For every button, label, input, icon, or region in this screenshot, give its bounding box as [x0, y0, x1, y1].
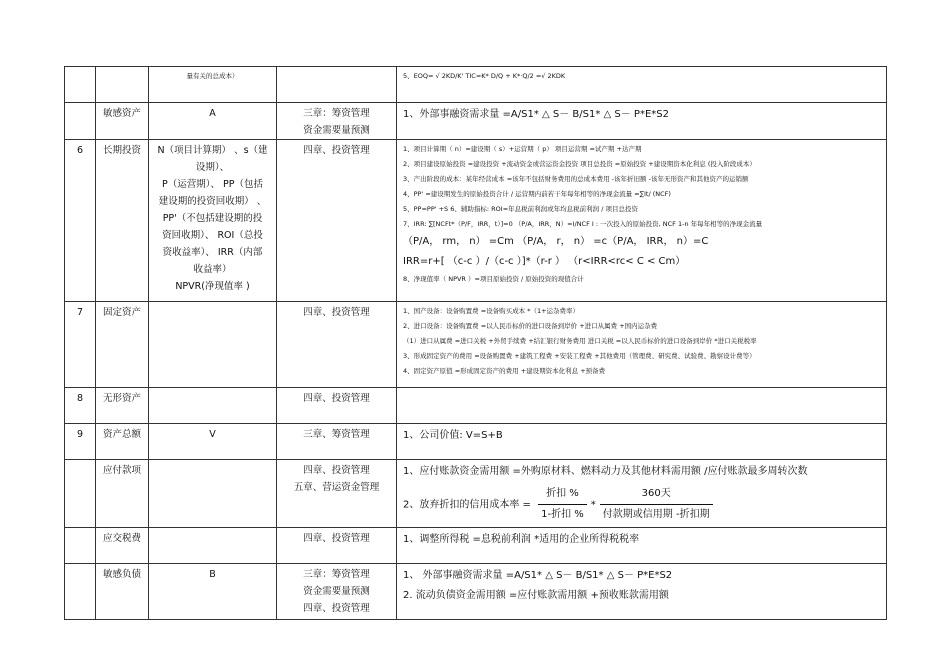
item-name — [96, 460, 149, 528]
text-line: 五章、营运资金管理 — [293, 482, 380, 493]
item-label: 应交税费 — [102, 533, 141, 544]
text-line: 4、PP' =建设期发生的原始投资合计 / 运营期内前若干年每年相等的净现金流量 =∑It/ (NCF) — [403, 190, 671, 198]
text-line: 2. 流动负债资金需用额 =应付账款需用额 +预收账款需用额 — [403, 590, 669, 601]
text-line: PP'（不包括建设期的投 — [162, 213, 263, 224]
row-number — [65, 460, 96, 528]
chapter-cell — [277, 103, 397, 140]
symbol-cell — [149, 424, 277, 460]
text-line: 资金需要量预测 — [303, 125, 370, 136]
symbol-cell — [149, 460, 277, 528]
item-label: 无形资产 — [102, 393, 141, 404]
text-line: 建设期的投资回收期） 、 — [158, 196, 267, 207]
item-label: 长期投资 — [102, 145, 141, 156]
row-number — [65, 564, 96, 620]
row-number — [65, 388, 96, 424]
formula-cell — [397, 460, 887, 528]
text-line: 四章、投资管理 — [303, 603, 370, 614]
text-line: 三章：筹资管理 — [303, 108, 370, 119]
symbol-cell — [149, 103, 277, 140]
text-line: （P/A， rm， n） =Cm （P/A， r， n） =c（P/A， IRR， n）=C — [403, 236, 709, 247]
text-line: A — [209, 108, 216, 119]
item-label: 敏感负债 — [102, 569, 141, 580]
row-number — [65, 140, 96, 302]
text-line: 5、EOQ= √ 2KD/K' TIC=K* D/Q + K*·Q/2 =√ 2KDK — [403, 72, 566, 80]
denominator: 1-折扣 % — [541, 509, 584, 520]
row-number — [65, 302, 96, 388]
formula-table-body — [65, 67, 887, 620]
text-line: 2、项目建设原始投资 =建设投资 +流动资金或营运资金投资 项目总投资 =原始投资 +建设期资本化利息 (投入阶段成本） — [403, 160, 756, 168]
period-fraction — [600, 484, 713, 525]
text-line: 8 — [76, 393, 84, 404]
chapter-cell — [277, 388, 397, 424]
text-line: 1、国产设备：设备购置费 =设备购买成本 *（1+运杂费率） — [403, 307, 580, 315]
denominator: 付款期或信用期 -折扣期 — [602, 509, 710, 520]
formula-cell — [397, 67, 887, 103]
text-line: 量有关的总成本） — [186, 72, 239, 80]
text-line: 7 — [76, 307, 84, 318]
formula-prefix: 2、放弃折扣的信用成本率 — [403, 499, 520, 511]
row-number — [65, 103, 96, 140]
text-line: IRR=r+[ （c-c ）/（c-c ）]*（r-r ） （r<IRR<rc< C < Cm） — [403, 256, 686, 267]
discount-fraction — [538, 484, 587, 525]
text-line: 7、IRR: ∑[NCFt*（P/F，IRR，t）]=0 （P/A，IRR，N）=I/NCF I : 一次投入的原始投资, NCF 1-n 年每年相等的净现金流量 — [403, 220, 763, 228]
text-line: 四章、投资管理 — [303, 465, 370, 476]
numerator: 折扣 % — [538, 484, 587, 505]
chapter-cell — [277, 460, 397, 528]
table-row — [65, 67, 887, 103]
item-name — [96, 103, 149, 140]
text-line: 2、进口设备：设备购置费 =以人民币标价的进口设备到岸价 +进口从属费 +国内运杂费 — [403, 322, 658, 330]
formula-cell — [397, 388, 887, 424]
chapter-cell — [277, 140, 397, 302]
table-row — [65, 388, 887, 424]
formula-cell — [397, 140, 887, 302]
row-number — [65, 528, 96, 564]
text-line: 1、应付账款资金需用额 =外购原材料、燃料动力及其他材料需用额 /应付账款最多周转次数 — [403, 466, 808, 477]
text-line: 设期）、 — [195, 162, 230, 173]
text-line: 1、外部事融资需求量 =A/S1* △ S－ B/S1* △ S－ P*E*S2 — [403, 109, 669, 120]
formula-cell — [397, 528, 887, 564]
text-line: 6 — [76, 145, 84, 156]
item-label: 资产总额 — [102, 429, 141, 440]
table-row — [65, 564, 887, 620]
text-line: 1、公司价值: V=S+B — [403, 430, 503, 441]
chapter-cell — [277, 564, 397, 620]
numerator: 360天 — [600, 484, 713, 505]
chapter-cell — [277, 528, 397, 564]
text-line: 四章、投资管理 — [303, 393, 370, 404]
text-line: 三章：筹资管理 — [303, 569, 370, 580]
symbol-cell — [149, 140, 277, 302]
text-line: 8、净现值率（ NPVR ）=项目原始投资 / 原始投资的现值合计 — [403, 275, 584, 283]
item-name — [96, 564, 149, 620]
text-line: 四章、投资管理 — [303, 307, 370, 318]
text-line: 1、项目计算期（ n）=建设期（ s）+运营期（ p） 项目运营期 =试产期 +达产期 — [403, 145, 642, 153]
table-row — [65, 424, 887, 460]
item-label: 敏感资产 — [102, 108, 141, 119]
symbol-cell — [149, 564, 277, 620]
item-name — [96, 67, 149, 103]
table-row — [65, 103, 887, 140]
text-line: 3、产出阶段的成本：某年经营成本 =该年不包括财务费用的总成本费用 -该年折旧额 -该年无形资产和其他资产的运销额 — [403, 175, 749, 183]
chapter-cell — [277, 424, 397, 460]
formula-cell — [397, 564, 887, 620]
chapter-cell — [277, 67, 397, 103]
item-name — [96, 388, 149, 424]
text-line: 9 — [76, 429, 84, 440]
row-number — [65, 67, 96, 103]
formula-cell — [397, 302, 887, 388]
table-row — [65, 528, 887, 564]
text-line: 资收益率）、 IRR（内部 — [162, 247, 263, 258]
text-line: B — [209, 569, 216, 580]
text-line: 1、 外部事融资需求量 =A/S1* △ S－ B/S1* △ S－ P*E*S2 — [403, 570, 673, 581]
text-line: 四章、投资管理 — [303, 533, 370, 544]
symbol-cell — [149, 302, 277, 388]
text-line: 三章、筹资管理 — [303, 429, 370, 440]
chapter-cell — [277, 302, 397, 388]
table-row — [65, 302, 887, 388]
text-line: P（运营期）、 PP（包括 — [162, 179, 263, 190]
text-line: 资回收期）、 ROI（总投 — [162, 230, 263, 241]
symbol-cell — [149, 67, 277, 103]
text-line: 4、固定资产原值 =形成固定资产的费用 +建设期资本化利息 +预备费 — [403, 367, 606, 375]
item-label: 应付款项 — [102, 465, 141, 476]
symbol-cell — [149, 388, 277, 424]
item-name — [96, 302, 149, 388]
row-number — [65, 424, 96, 460]
text-line: NPVR(净现值率 ) — [175, 281, 250, 292]
formula-cell — [397, 103, 887, 140]
text-line: 四章、投资管理 — [303, 145, 370, 156]
symbol-cell — [149, 528, 277, 564]
item-name — [96, 424, 149, 460]
text-line: （1）进口从属费 =进口关税 +外贸手续费 +结汇银行财务费用 进口关税 =以人民币标价的进口设备到岸价 *进口关税税率 — [403, 337, 757, 345]
discount-cost-formula: 2、放弃折扣的信用成本率 = $\frac{\text{折扣 \%}}{\text{1-折扣 \%}}$ * $\frac{\text{360天}}{\text{付款期或信用期 -折扣期}}$ — [403, 484, 882, 525]
text-line: 5、PP=PP' +S 6、辅助指标: ROI=年息税前利润或年均息税前利润 / 项目总投资 — [403, 205, 638, 213]
table-row — [65, 460, 887, 528]
text-line: N（项目计算期） 、s（建 — [157, 145, 268, 156]
item-name — [96, 528, 149, 564]
text-line: 资金需要量预测 — [303, 586, 370, 597]
item-name — [96, 140, 149, 302]
formula-table — [64, 66, 887, 620]
text-line: V — [209, 429, 216, 440]
item-label: 固定资产 — [102, 307, 141, 318]
text-line: 1、调整所得税 =息税前利润 *适用的企业所得税税率 — [403, 534, 640, 545]
text-line: 3、形成固定资产的费用 =设备购置费 +建筑工程费 +安装工程费 +其他费用（管理费、研究费、试验费、勘察设计费等） — [403, 352, 756, 360]
text-line: 收益率） — [193, 264, 232, 275]
formula-cell — [397, 424, 887, 460]
table-row — [65, 140, 887, 302]
